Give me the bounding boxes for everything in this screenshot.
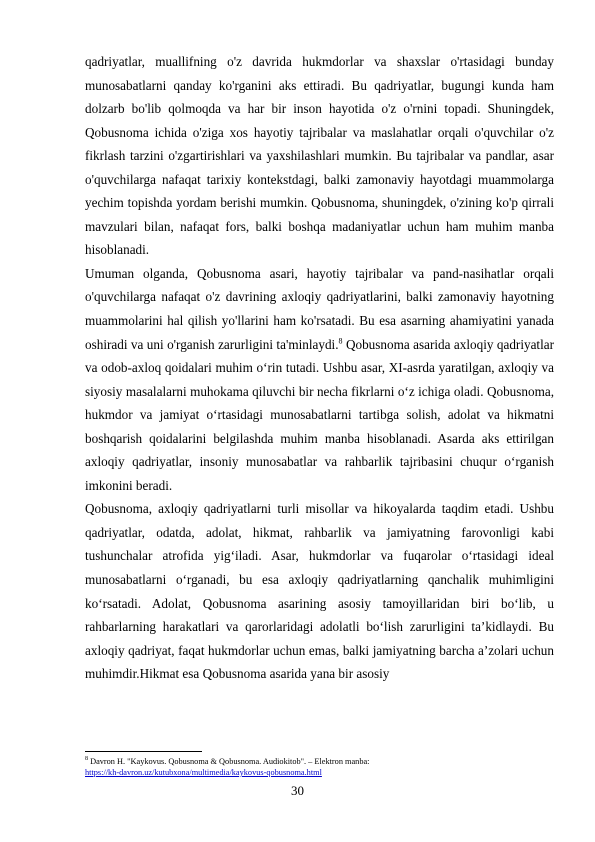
footnote-reference[interactable]: 8 — [338, 336, 343, 346]
footnote — [85, 756, 555, 778]
page-number: 30 — [291, 783, 304, 798]
footnote-number: 8 — [85, 756, 88, 763]
paragraph-2 — [85, 262, 554, 497]
paragraph-2-after: Qobusnoma asarida axloqiy qadriyatlar va odob-axloq qoidalari muhim o‘rin tutadi. Ushbu asar, XI-asrda yaratilgan, axloqiy va siyosiy masalalarni muhokama qiluvchi bir necha fikrlarni o‘z ichiga oladi. Qobusnoma, hukmdor va jamiyat o‘rtasidagi munosabatlarni tartibga solish, adolat va hikmatni boshqarish qoidalarini belgilashda muhim manba hisoblanadi. Asarda aks ettirilgan axloqiy qadriyatlar, insoniy munosabatlar va rahbarlik tajribasini chuqur o‘rganish imkonini beradi. — [85, 336, 554, 493]
footnote-separator — [85, 751, 202, 752]
page-body — [85, 50, 554, 686]
footnote-text: Davron H. "Kaykovus. Qobusnoma & Qobusnoma. Audiokitob". – Elektron manba: — [88, 757, 370, 766]
paragraph-3: Qobusnoma, axloqiy qadriyatlarni turli misollar va hikoyalarda taqdim etadi. Ushbu qadriyatlar, odatda, adolat, hikmat, rahbarlik va jamiyatning farovonligi kabi tushunchalar atrofida yig‘iladi. Asar, hukmdorlar va fuqarolar o‘rtasidagi ideal munosabatlarni o‘rganadi, bu esa axloqiy qadriyatlarning qanchalik muhimligini ko‘rsatadi. Adolat, Qobusnoma asarining asosiy tamoyillaridan biri bo‘lib, u rahbarlarning harakatlari va qarorlaridagi adolatli bo‘lish zarurligini ta’kidlaydi. Bu axloqiy qadriyat, faqat hukmdorlar uchun emas, balki jamiyatning barcha a’zolari uchun muhimdir.Hikmat esa Qobusnoma asarida yana bir asosiy — [85, 501, 554, 682]
footnote-link[interactable]: https://kh-davron.uz/kutubxona/multimedia/kaykovus-qobusnoma.html — [85, 768, 322, 777]
paragraph-1: qadriyatlar, muallifning o'z davrida hukmdorlar va shaxslar o'rtasidagi bunday munosabatlarni qanday ko'rganini aks ettiradi. Bu qadriyatlar, bugungi kunda ham dolzarb bo'lib qolmoqda va har bir inson hayotida o'z o'rnini topadi. Shuningdek, Qobusnoma ichida o'ziga xos hayotiy tajribalar va maslahatlar orqali o'quvchilar o'z fikrlash tarzini o'zgartirishlari va yaxshilashlari mumkin. Bu tajribalar va pandlar, asar o'quvchilarga nafaqat tarixiy kontekstdagi, balki zamonaviy hayotdagi muammolarga yechim topishda yordam berishi mumkin. Qobusnoma, shuningdek, o'zining ko'p qirrali mavzulari bilan, nafaqat fors, balki boshqa madaniyatlar uchun ham muhim manba hisoblanadi. — [85, 54, 554, 258]
paragraph-2-before: Umuman olganda, Qobusnoma asari, hayotiy tajribalar va pand-nasihatlar orqali o'quvchilarga nafaqat o'z davrining axloqiy qadriyatlarini, balki zamonaviy hayotning muammolarini hal qilish yo'llarini ham ko'rsatadi. Bu esa asarning ahamiyatini yanada oshiradi va uni o'rganish zarurligini ta'minlaydi. — [85, 265, 554, 352]
